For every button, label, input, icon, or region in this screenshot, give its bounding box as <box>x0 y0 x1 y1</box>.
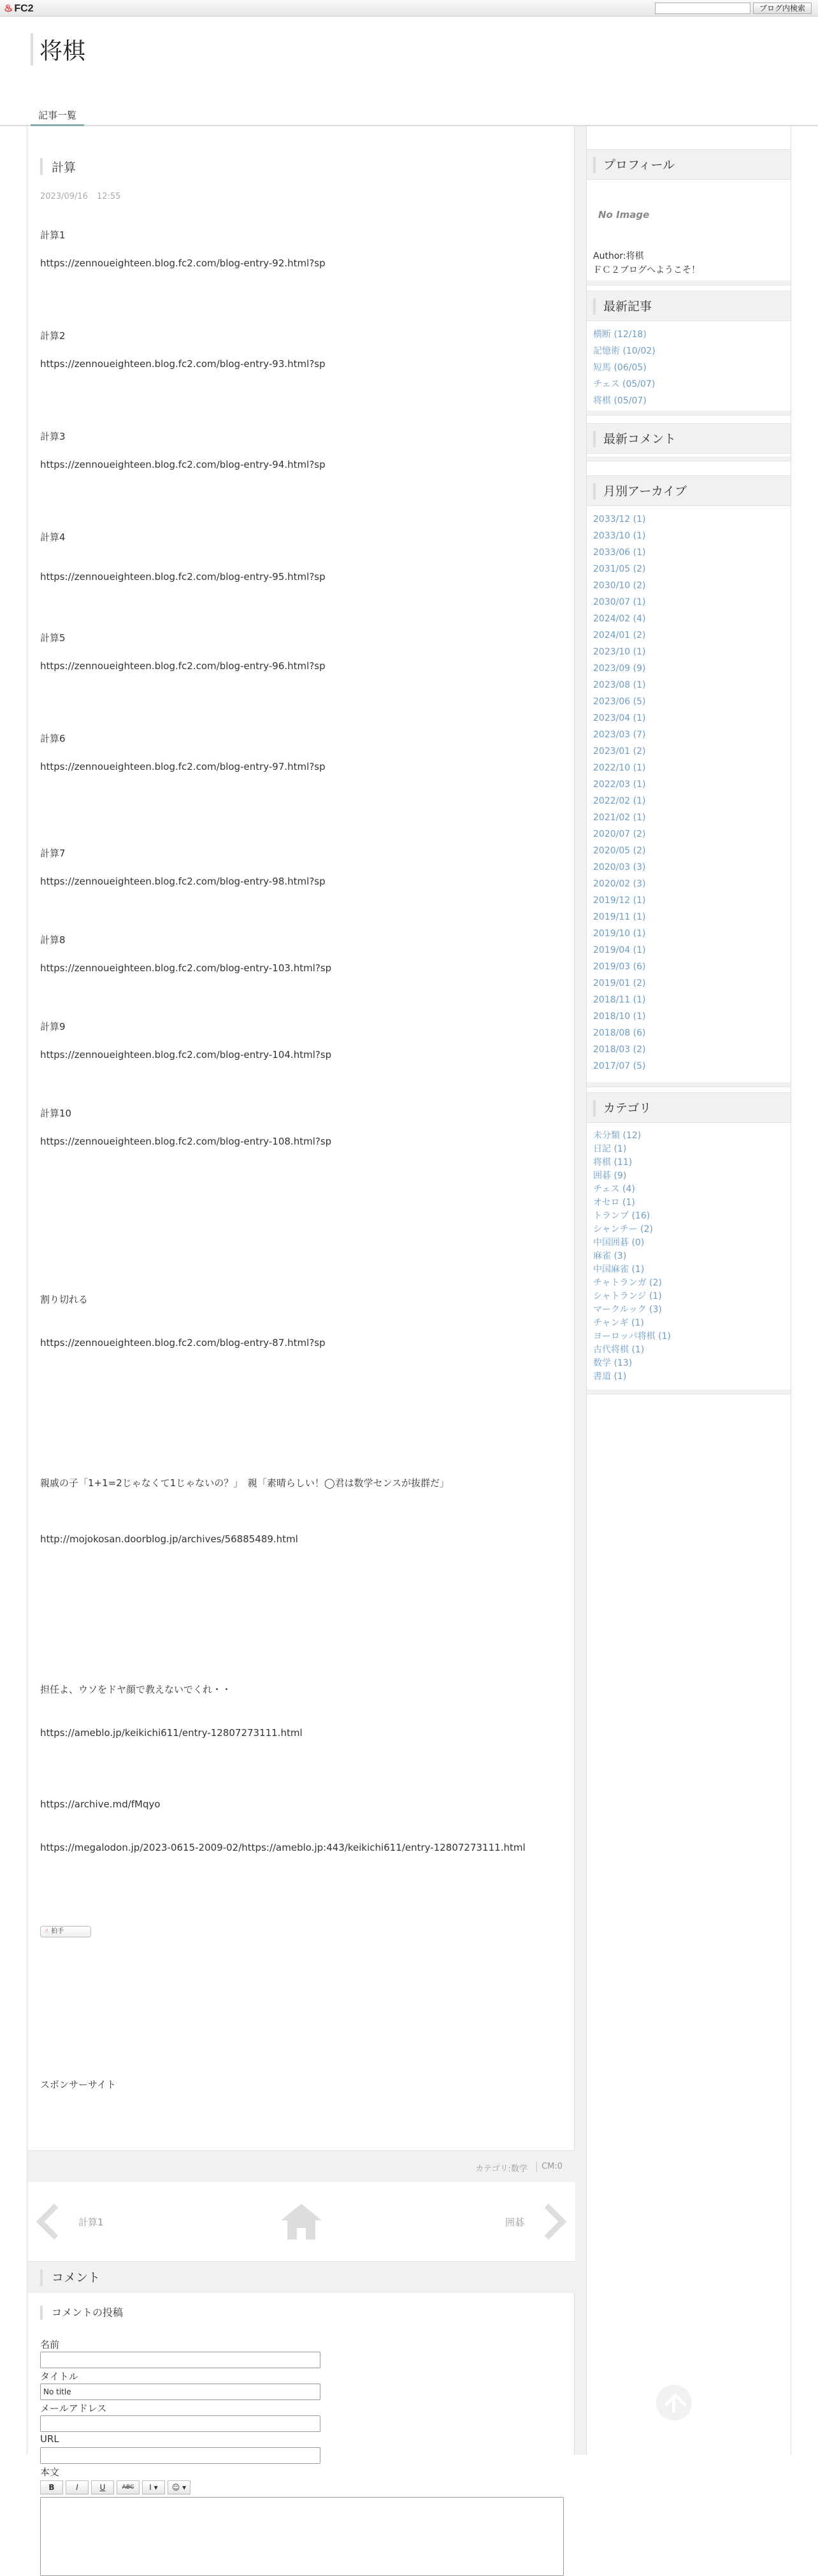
bold-button[interactable]: B <box>40 2480 63 2494</box>
category-link[interactable]: 中国麻雀 (1) <box>593 1264 645 1275</box>
archive-header <box>587 475 791 506</box>
archive-month-link[interactable]: 2030/10 (2) <box>593 581 646 591</box>
archive-month-link[interactable]: 2019/03 (6) <box>593 962 646 972</box>
profile-header <box>587 149 791 180</box>
entry-text-line: 計算1 <box>40 229 66 241</box>
archive-month-link[interactable]: 2020/07 (2) <box>593 829 646 839</box>
entry-link[interactable]: https://zennoueighteen.blog.fc2.com/blog-entry-97.html?sp <box>40 761 326 772</box>
entry-date-time: 12:55 <box>96 192 121 201</box>
archive-month-link[interactable]: 2033/12 (1) <box>593 514 646 525</box>
entry-link[interactable]: https://archive.md/fMqyo <box>40 1798 161 1810</box>
chevron-left-icon[interactable] <box>36 2204 73 2240</box>
next-entry-link[interactable]: 囲碁 <box>505 2217 524 2228</box>
category-link[interactable]: マークルック (3) <box>593 1305 662 1315</box>
fc2-logo-text: FC2 <box>14 3 34 14</box>
archive-month-link[interactable]: 2019/10 (1) <box>593 929 646 939</box>
entry-title: 計算 <box>40 158 76 175</box>
blog-search-button[interactable]: ブログ内検索 <box>753 3 812 14</box>
entry-category-link[interactable]: カテゴリ:数学 <box>475 2164 527 2174</box>
archive-month-link[interactable]: 2019/11 (1) <box>593 912 646 922</box>
font-size-dropdown[interactable]: I ▾ <box>142 2480 165 2494</box>
entry-pager <box>27 2182 575 2261</box>
archive-month-link[interactable]: 2033/10 (1) <box>593 531 646 541</box>
entry-link[interactable]: https://zennoueighteen.blog.fc2.com/blog-entry-98.html?sp <box>40 876 326 887</box>
entry-link[interactable]: https://zennoueighteen.blog.fc2.com/blog-entry-108.html?sp <box>40 1136 332 1147</box>
entry-link[interactable]: https://megalodon.jp/2023-0615-2009-02/https://ameblo.jp:443/keikichi611/entry-12807273111.html <box>40 1842 526 1853</box>
archive-month-link[interactable]: 2023/04 (1) <box>593 713 646 723</box>
category-link[interactable]: 日記 (1) <box>593 1144 627 1154</box>
entry-link[interactable]: https://ameblo.jp/keikichi611/entry-12807273111.html <box>40 1727 303 1739</box>
sidebar-divider <box>587 410 791 416</box>
url-label: URL <box>40 2433 59 2445</box>
category-link[interactable]: チェス (4) <box>593 1184 635 1194</box>
entry-text-line: 計算2 <box>40 330 66 342</box>
editor-toolbar <box>40 2480 190 2494</box>
entry-footer <box>27 2150 575 2182</box>
recent-post-link[interactable]: 将棋 (05/07) <box>593 396 647 406</box>
sidebar <box>586 126 791 2455</box>
avatar: No Image <box>598 209 650 221</box>
underline-button[interactable]: U <box>91 2480 114 2494</box>
archive-month-link[interactable]: 2023/10 (1) <box>593 647 646 657</box>
fc2-logo[interactable] <box>4 2 34 15</box>
archive-month-link[interactable]: 2023/03 (7) <box>593 730 646 740</box>
sidebar-divider <box>587 280 791 286</box>
archive-month-link[interactable]: 2033/06 (1) <box>593 547 646 558</box>
category-link[interactable]: チャンギ (1) <box>593 1318 644 1328</box>
body-label: 本文 <box>40 2466 60 2478</box>
entry-link[interactable]: https://zennoueighteen.blog.fc2.com/blog-entry-92.html?sp <box>40 257 326 269</box>
category-link[interactable]: 将棋 (11) <box>593 1157 633 1168</box>
comments-section-header <box>27 2261 575 2293</box>
archive-month-link[interactable]: 2020/03 (3) <box>593 862 646 872</box>
category-link[interactable]: 数学 (13) <box>593 1358 633 1368</box>
entry-text-line: 計算9 <box>40 1021 66 1032</box>
entry-text-line: 親戚の子「1+1=2じゃなくて1じゃないの？」 親「素晴らしい！◯君は数学センスが抜群だ」 <box>40 1477 450 1489</box>
comment-body-textarea[interactable] <box>40 2497 564 2576</box>
category-heading: カテゴリ <box>593 1100 651 1117</box>
entry-link[interactable]: https://zennoueighteen.blog.fc2.com/blog-entry-96.html?sp <box>40 660 326 672</box>
entry-text-line: 担任よ、ウソをドヤ顔で教えないでくれ・・ <box>40 1684 232 1695</box>
archive-month-link[interactable]: 2023/06 (5) <box>593 697 646 707</box>
comments-heading: コメント <box>40 2269 100 2286</box>
entry-text-line: 計算6 <box>40 733 66 744</box>
entry-text-line: 計算8 <box>40 934 66 946</box>
archive-month-link[interactable]: 2024/01 (2) <box>593 630 646 640</box>
fc2-flame-icon: ♨ <box>4 3 13 14</box>
archive-month-link[interactable]: 2018/03 (2) <box>593 1045 646 1055</box>
category-link[interactable]: 書道 (1) <box>593 1371 627 1382</box>
entry-text-line: 計算4 <box>40 532 66 543</box>
name-field[interactable] <box>40 2352 320 2368</box>
archive-list <box>593 511 645 1075</box>
entry-link[interactable]: https://zennoueighteen.blog.fc2.com/blog-entry-94.html?sp <box>40 459 326 470</box>
archive-month-link[interactable]: 2019/12 (1) <box>593 895 646 906</box>
category-link[interactable]: ヨーロッパ将棋 (1) <box>593 1331 671 1342</box>
category-link[interactable]: オセロ (1) <box>593 1198 635 1208</box>
recent-comments-header <box>587 423 791 454</box>
sidebar-divider <box>587 1082 791 1087</box>
entry-date <box>40 192 129 201</box>
recent-post-link[interactable]: チェス (05/07) <box>593 379 656 389</box>
recent-post-link[interactable]: 横断 (12/18) <box>593 329 647 340</box>
clap-label: 拍手 <box>51 1928 64 1935</box>
archive-month-link[interactable]: 2030/07 (1) <box>593 597 646 607</box>
archive-month-link[interactable]: 2020/05 (2) <box>593 846 646 856</box>
email-field[interactable] <box>40 2415 320 2432</box>
main-column <box>27 126 575 2492</box>
nav-tab-article-list[interactable]: 記事一覧 <box>31 105 84 126</box>
entry-link[interactable]: https://zennoueighteen.blog.fc2.com/blog-entry-87.html?sp <box>40 1337 326 1349</box>
prev-entry-link[interactable]: 計算1 <box>78 2217 104 2228</box>
entry-link[interactable]: https://zennoueighteen.blog.fc2.com/blog-entry-93.html?sp <box>40 358 326 370</box>
entry-link[interactable]: https://zennoueighteen.blog.fc2.com/blog-entry-95.html?sp <box>40 571 326 582</box>
archive-month-link[interactable]: 2022/10 (1) <box>593 763 646 773</box>
emoji-dropdown[interactable]: ☺ ▾ <box>168 2480 190 2494</box>
email-label: メールアドレス <box>40 2403 107 2414</box>
sidebar-divider <box>587 456 791 461</box>
archive-month-link[interactable]: 2022/03 (1) <box>593 779 646 790</box>
archive-month-link[interactable]: 2018/11 (1) <box>593 995 646 1005</box>
blog-title[interactable]: 将棋 <box>31 33 85 66</box>
footer-divider: | <box>535 2160 538 2172</box>
entry-date-day: 2023/09/16 <box>40 192 88 201</box>
category-link[interactable]: シャトランジ (1) <box>593 1291 662 1301</box>
category-link[interactable]: 中国囲碁 (0) <box>593 1238 645 1248</box>
entry-text-line: 計算10 <box>40 1108 72 1119</box>
blog-header <box>0 17 818 126</box>
category-link[interactable]: トランプ (16) <box>593 1211 650 1221</box>
archive-month-link[interactable]: 2031/05 (2) <box>593 564 646 574</box>
archive-month-link[interactable]: 2020/02 (3) <box>593 879 646 889</box>
entry-text-line: 計算7 <box>40 848 66 859</box>
sidebar-divider <box>587 1389 791 1394</box>
category-link[interactable]: 古代将棋 (1) <box>593 1345 645 1355</box>
archive-month-link[interactable]: 2021/02 (1) <box>593 813 646 823</box>
clap-icon: ☝ <box>45 1928 49 1935</box>
category-link[interactable]: チャトランガ (2) <box>593 1278 662 1288</box>
entry-text-line: 計算5 <box>40 632 66 644</box>
profile-heading: プロフィール <box>593 157 675 173</box>
fc2-toolbar <box>0 0 818 17</box>
category-link[interactable]: シャンチー (2) <box>593 1224 654 1234</box>
entry-text-line: 割り切れる <box>40 1294 89 1305</box>
entry-link[interactable]: http://mojokosan.doorblog.jp/archives/56885489.html <box>40 1533 298 1545</box>
recent-posts-list <box>593 326 656 409</box>
profile-author: Author:将棋 <box>593 251 644 261</box>
comment-post-heading: コメントの投稿 <box>40 2306 123 2320</box>
archive-month-link[interactable]: 2019/04 (1) <box>593 945 646 955</box>
url-field[interactable] <box>40 2447 320 2464</box>
archive-month-link[interactable]: 2018/08 (6) <box>593 1028 646 1038</box>
title-label: タイトル <box>40 2371 78 2382</box>
category-link[interactable]: 麻雀 (3) <box>593 1251 627 1261</box>
chevron-right-icon[interactable] <box>531 2204 567 2240</box>
scroll-to-top-button[interactable] <box>656 2385 692 2420</box>
recent-post-link[interactable]: 記憶術 (10/02) <box>593 346 656 356</box>
strikethrough-button[interactable]: ABC <box>117 2480 140 2494</box>
sponsor-site-link[interactable]: スポンサーサイト <box>40 2079 116 2090</box>
category-list <box>593 1129 671 1384</box>
italic-button[interactable]: I <box>66 2480 89 2494</box>
name-label: 名前 <box>40 2339 60 2350</box>
archive-month-link[interactable]: 2018/10 (1) <box>593 1011 646 1022</box>
recent-posts-heading: 最新記事 <box>593 298 652 315</box>
category-link[interactable]: 囲碁 (9) <box>593 1171 627 1181</box>
category-link[interactable]: 未分類 (12) <box>593 1131 642 1141</box>
blog-search-input[interactable] <box>655 3 750 14</box>
archive-month-link[interactable]: 2022/02 (1) <box>593 796 646 806</box>
recent-post-link[interactable]: 短馬 (06/05) <box>593 363 647 373</box>
title-field[interactable] <box>40 2384 320 2400</box>
entry-text-line: 計算3 <box>40 431 66 442</box>
entry-link[interactable]: https://zennoueighteen.blog.fc2.com/blog-entry-104.html?sp <box>40 1049 332 1060</box>
archive-month-link[interactable]: 2024/02 (4) <box>593 614 646 624</box>
archive-month-link[interactable]: 2023/01 (2) <box>593 746 646 756</box>
entry-comment-count[interactable]: CM:0 <box>542 2162 563 2171</box>
archive-month-link[interactable]: 2023/08 (1) <box>593 680 646 690</box>
archive-heading: 月別アーカイブ <box>593 483 687 500</box>
profile-welcome: ＦＣ２ブログへようこそ！ <box>593 265 700 275</box>
archive-month-link[interactable]: 2019/01 (2) <box>593 978 646 988</box>
home-icon[interactable] <box>281 2204 322 2240</box>
archive-month-link[interactable]: 2023/09 (9) <box>593 663 646 674</box>
page-container <box>27 126 791 2492</box>
clap-button[interactable] <box>40 1926 91 1937</box>
entry-link[interactable]: https://zennoueighteen.blog.fc2.com/blog-entry-103.html?sp <box>40 962 332 974</box>
category-header <box>587 1092 791 1123</box>
recent-comments-heading: 最新コメント <box>593 431 676 447</box>
archive-month-link[interactable]: 2017/07 (5) <box>593 1061 646 1071</box>
recent-posts-header <box>587 291 791 321</box>
